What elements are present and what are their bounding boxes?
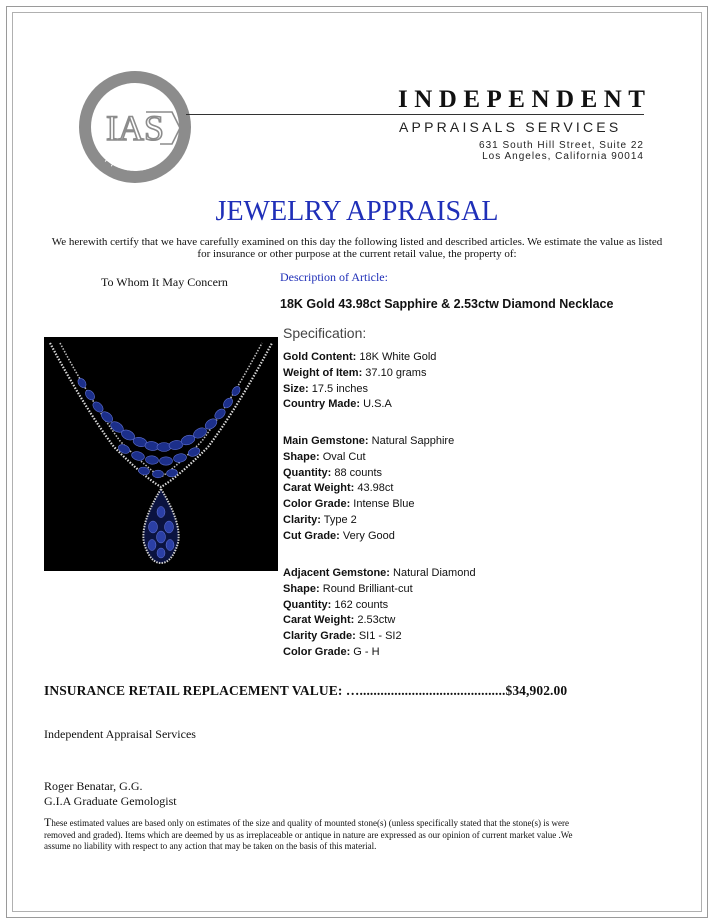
insurance-value-line xyxy=(44,683,567,699)
footer-company: Independent Appraisal Services xyxy=(44,727,196,741)
spec-adjacent-quantity: Quantity: 162 counts xyxy=(283,598,389,611)
spec-main-gemstone: Main Gemstone: Natural Sapphire xyxy=(283,435,455,447)
main-gemstone-specs xyxy=(283,434,454,545)
logo-ring-text: Appraisal xyxy=(97,146,153,174)
specification-label: Specification: xyxy=(283,325,367,341)
disclaimer-initial: T xyxy=(44,815,52,829)
insurance-value-leader: ….......................................... xyxy=(342,683,506,698)
recipient: To Whom It May Concern xyxy=(101,275,228,289)
signer-name: Roger Benatar, G.G. xyxy=(44,779,143,793)
spec-adjacent-gemstone: Adjacent Gemstone: Natural Diamond xyxy=(283,567,476,579)
spec-weight: Weight of Item: 37.10 grams xyxy=(283,366,427,379)
insurance-value-amount: $34,902.00 xyxy=(505,683,568,698)
insurance-value-label: INSURANCE RETAIL REPLACEMENT VALUE: xyxy=(44,683,343,698)
company-subtitle: APPRAISALS SERVICES xyxy=(399,119,622,135)
spec-adjacent-clarity: Clarity Grade: SI1 - SI2 xyxy=(283,630,402,643)
signer-title: G.I.A Graduate Gemologist xyxy=(44,794,177,808)
address-line-2: Los Angeles, California 90014 xyxy=(482,151,644,162)
disclaimer xyxy=(44,817,584,853)
disclaimer-text: hese estimated values are based only on estimates of the size and quality of mounted stone(s) (unless specifically stated that the stone(s) is were removed and graded). Items which are deemed by us as irreplaceable or antique in nature are expressed as our opinion of current market value .We assume no liability with respect to any action that may be taken on the basis of this material. xyxy=(44,818,573,851)
ias-logo-icon xyxy=(76,68,194,186)
header-divider xyxy=(186,114,644,115)
document-title: JEWELRY APPRAISAL xyxy=(215,196,499,227)
spec-country: Country Made: U.S.A xyxy=(283,398,392,411)
spec-main-color: Color Grade: Intense Blue xyxy=(283,498,415,511)
company-name: INDEPENDENT xyxy=(398,86,652,113)
spec-main-quantity: Quantity: 88 counts xyxy=(283,466,383,479)
spec-adjacent-color: Color Grade: G - H xyxy=(283,645,380,658)
spec-main-cut: Cut Grade: Very Good xyxy=(283,529,395,542)
address-line-1: 631 South Hill Street, Suite 22 xyxy=(479,140,644,151)
spec-adjacent-shape: Shape: Round Brilliant-cut xyxy=(283,582,413,595)
spec-size: Size: 17.5 inches xyxy=(283,382,369,395)
metal-specs xyxy=(283,350,436,413)
item-title: 18K Gold 43.98ct Sapphire & 2.53ctw Diamond Necklace xyxy=(280,297,614,311)
adjacent-gemstone-specs xyxy=(283,566,476,661)
spec-main-carat: Carat Weight: 43.98ct xyxy=(283,482,394,495)
necklace-photo xyxy=(44,337,278,571)
spec-main-clarity: Clarity: Type 2 xyxy=(283,513,357,526)
spec-adjacent-carat: Carat Weight: 2.53ctw xyxy=(283,614,396,627)
description-label: Description of Article: xyxy=(280,270,388,284)
spec-gold-content: Gold Content: 18K White Gold xyxy=(283,351,437,363)
spec-main-shape: Shape: Oval Cut xyxy=(283,450,366,463)
logo-monogram: IAS xyxy=(105,108,165,148)
certification-text: We herewith certify that we have carefully examined on this day the following listed and described articles. We estimate the value as listed for insurance or other purpose at the current retail value, the property of: xyxy=(51,236,663,260)
